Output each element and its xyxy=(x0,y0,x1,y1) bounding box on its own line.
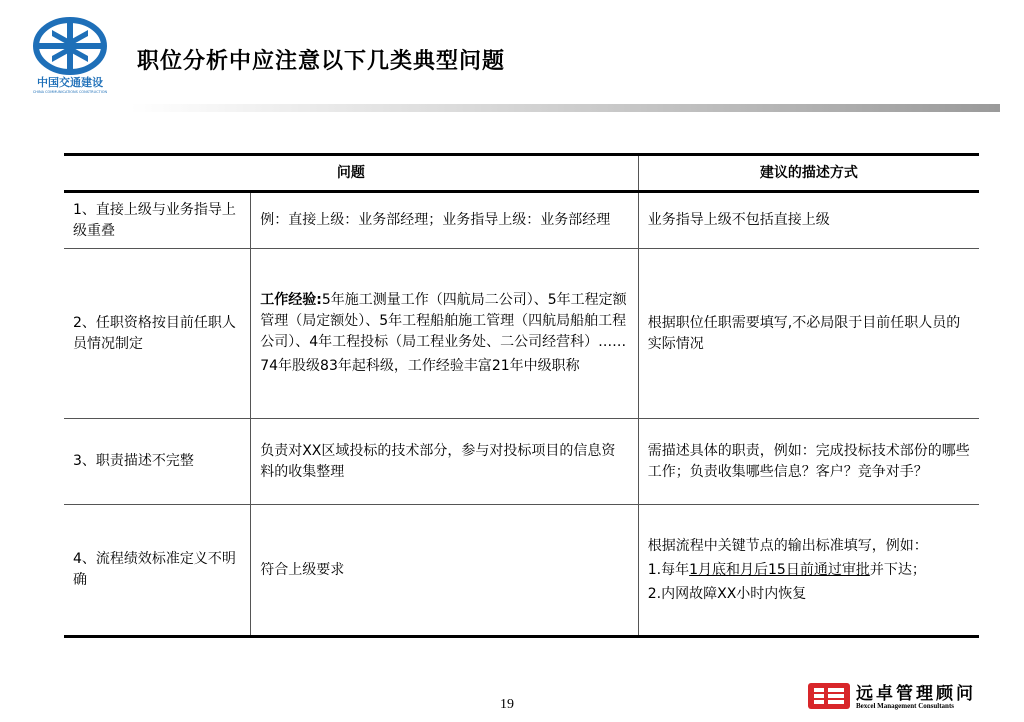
table-header-row xyxy=(64,155,979,192)
suggestion-cell xyxy=(638,192,979,249)
brand-name-en: Bexcel Management Consultants xyxy=(856,702,954,710)
problem-example xyxy=(251,419,639,505)
text-run: 74年股级83年起科级，工作经验丰富21年中级职称 xyxy=(260,358,580,374)
company-logo xyxy=(22,16,118,94)
page-number: 19 xyxy=(500,697,514,712)
text-run: 业务指导上级不包括直接上级 xyxy=(647,212,830,228)
problem-example xyxy=(251,249,639,419)
problem-example xyxy=(251,505,639,637)
cell-paragraph xyxy=(260,290,629,353)
text-run: 根据流程中关键节点的输出标准填写，例如： xyxy=(647,537,928,554)
page-title: 职位分析中应注意以下几类典型问题 xyxy=(137,49,506,74)
table-row xyxy=(64,505,979,637)
cell-paragraph xyxy=(260,356,629,377)
text-run: 例：直接上级：业务部经理；业务指导上级：业务部经理 xyxy=(260,212,611,228)
text-run: 根据职位任职需要填写,不必局限于目前任职人员的实际情况 xyxy=(647,314,961,352)
text-run: 负责对XX区域投标的技术部分，参与对投标项目的信息资料的收集整理 xyxy=(260,442,616,480)
table-row xyxy=(64,249,979,419)
cell-paragraph xyxy=(260,560,629,581)
brand-icon xyxy=(808,681,850,711)
footer-brand xyxy=(808,679,1008,715)
suggestion-cell xyxy=(638,419,979,505)
cell-paragraph xyxy=(260,210,629,231)
cell-paragraph xyxy=(648,441,970,483)
cell-paragraph xyxy=(648,536,970,557)
text-run: 1月底和月后15日前通过审批 xyxy=(689,561,870,578)
cell-paragraph xyxy=(648,584,970,605)
brand-name-cn: 远卓管理顾问 xyxy=(856,684,976,704)
suggestion-cell xyxy=(638,505,979,637)
text-run: 符合上级要求 xyxy=(260,561,345,578)
logo-caption: 中国交通建设 xyxy=(37,76,103,89)
table-row xyxy=(64,192,979,249)
header-problem: 问题 xyxy=(64,155,638,192)
cell-paragraph xyxy=(648,560,970,581)
suggestion-cell xyxy=(638,249,979,419)
cell-paragraph xyxy=(260,441,629,483)
cell-paragraph xyxy=(648,210,970,231)
problem-example xyxy=(251,192,639,249)
header-suggestion: 建议的描述方式 xyxy=(638,155,979,192)
problem-label: 1、直接上级与业务指导上级重叠 xyxy=(64,192,251,249)
table-body xyxy=(64,192,979,637)
cell-paragraph xyxy=(648,313,970,355)
problem-label: 4、流程绩效标准定义不明确 xyxy=(64,505,251,637)
text-run: 工作经验: xyxy=(260,292,322,308)
problem-label: 2、任职资格按目前任职人员情况制定 xyxy=(64,249,251,419)
text-run: 1.每年 xyxy=(647,561,690,578)
text-run: 并下达； xyxy=(869,561,926,578)
problems-table xyxy=(64,153,979,638)
logo-caption-en: CHINA COMMUNICATIONS CONSTRUCTION xyxy=(32,90,108,94)
table-row xyxy=(64,419,979,505)
problem-label: 3、职责描述不完整 xyxy=(64,419,251,505)
company-logo-icon xyxy=(22,16,118,94)
text-run: 5年施工测量工作（四航局二公司）、5年工程定额管理（局定额处）、5年工程船舶施工管理（四航局船舶工程公司）、4年工程投标（局工程业务处、二公司经营科）…… xyxy=(260,292,627,350)
text-run: 2.内网故障XX小时内恢复 xyxy=(647,585,807,602)
title-divider xyxy=(130,104,1000,112)
text-run: 需描述具体的职责，例如：完成投标技术部份的哪些工作；负责收集哪些信息？客户？竞争对手？ xyxy=(647,442,970,480)
